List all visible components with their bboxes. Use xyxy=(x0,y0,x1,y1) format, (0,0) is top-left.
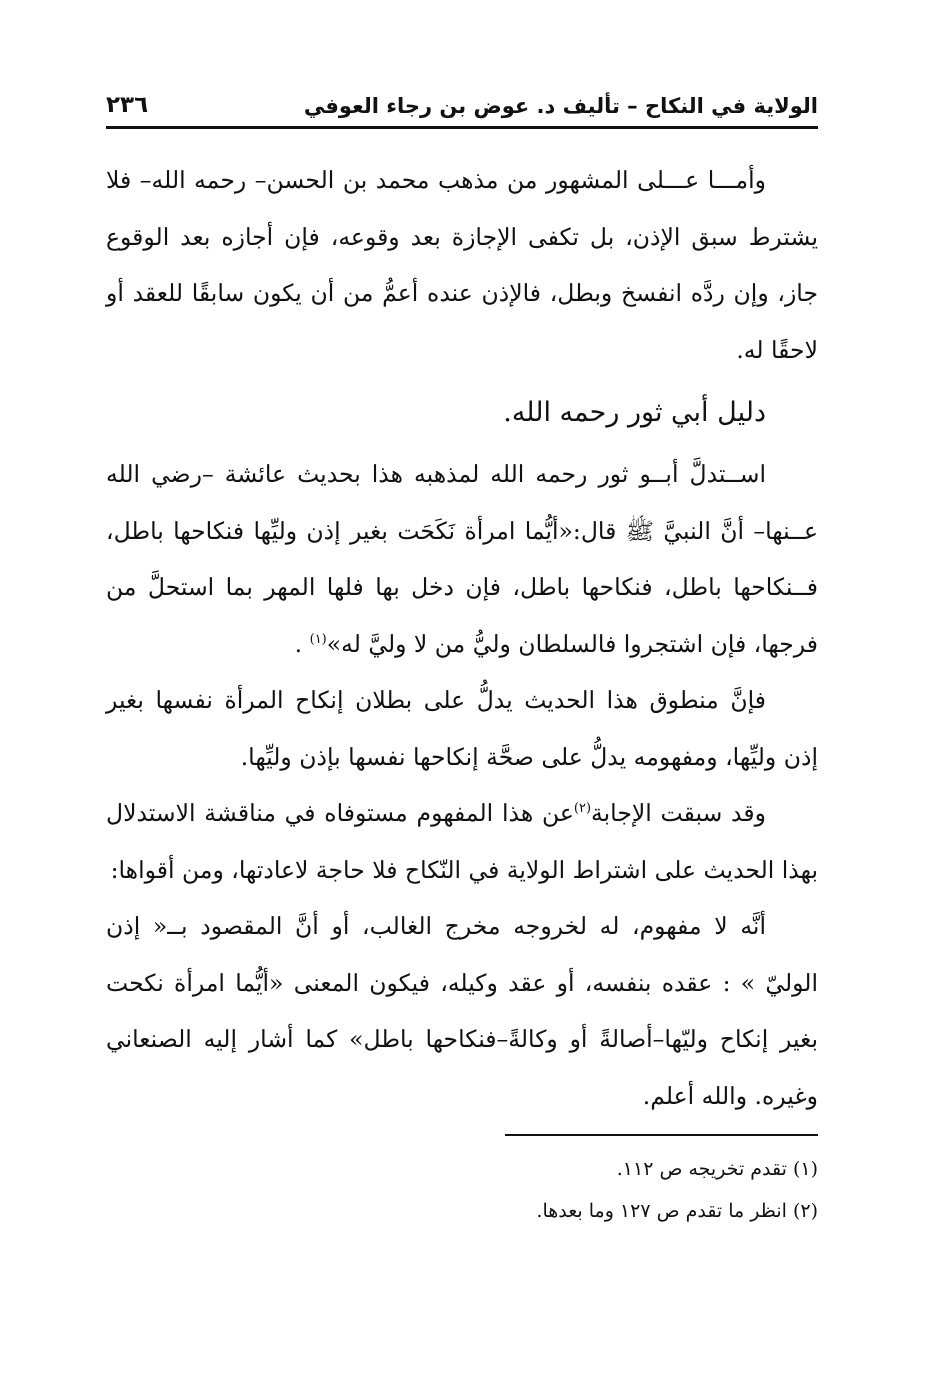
paragraph-2-text: اســتدلَّ أبــو ثور رحمه الله لمذهبه هذا بحديث عائشة –رضي الله عــنها– أنَّ النبيَّ ﷺ قال:«أيُّما امرأة نَكَحَت بغير إذن وليِّها فنكاحها باطل، فــنكاحها باطل، فنكاحها باطل، فإن دخل بها فلها المهر بما استحلَّ من فرجها، فإن اشتجروا فالسلطان وليُّ من لا وليَّ له» xyxy=(106,460,818,658)
paragraph-1: وأمـــا عـــلى المشهور من مذهب محمد بن الحسن– رحمه الله– فلا يشترط سبق الإذن، بل تكفى الإجازة بعد وقوعه، فإن أجازه بعد الوقوع جاز، وإن ردَّه انفسخ وبطل، فالإذن عنده أعمُّ من أن يكون سابقًا للعقد أو لاحقًا له. xyxy=(106,166,818,364)
paragraph-3: فإنَّ منطوق هذا الحديث يدلُّ على بطلان إنكاح المرأة نفسها بغير إذن وليِّها، ومفهومه يدلُّ على صحَّة إنكاحها نفسها بإذن وليِّها. xyxy=(106,686,818,771)
running-title: الولاية في النكاح – تأليف د. عوض بن رجاء العوفي xyxy=(303,94,818,118)
header-rule xyxy=(106,126,818,129)
main-text xyxy=(106,152,818,1124)
paragraph-4-text: عن هذا المفهوم مستوفاه في مناقشة الاستدلال بهذا الحديث على اشتراط الولاية في النّكاح فلا حاجة لاعادتها، ومن أقواها: xyxy=(106,799,818,884)
paragraph-2-end: . xyxy=(294,629,310,658)
paragraph-4 xyxy=(106,785,818,898)
footnote-1: (١) تقدم تخريجه ص ١١٢. xyxy=(616,1158,818,1180)
footnote-separator xyxy=(505,1134,818,1136)
paragraph-4-start: وقد سبقت الإجابة xyxy=(591,799,766,827)
footnote-ref-2: (٢) xyxy=(573,801,592,817)
footnote-ref-1: (١) xyxy=(309,631,327,647)
footnotes xyxy=(300,1148,818,1232)
paragraph-5: أنَّه لا مفهوم، له لخروجه مخرج الغالب، أو أنَّ المقصود بــ« إذن الوليّ » : عقده بنفسه، أو عقد وكيله، فيكون المعنى «أيُّما امرأة نكحت بغير إنكاح وليّها–أصالةً أو وكالةً–فنكاحها باطل» كما أشار إليه الصنعاني وغيره. والله أعلم. xyxy=(106,912,818,1110)
page-header xyxy=(106,92,818,132)
paragraph-2 xyxy=(106,446,818,672)
page-number: ٢٣٦ xyxy=(106,92,149,118)
footnote-2: (٢) انظر ما تقدم ص ١٢٧ وما بعدها. xyxy=(536,1200,818,1222)
section-heading: دليل أبي ثور رحمه الله. xyxy=(503,397,766,428)
